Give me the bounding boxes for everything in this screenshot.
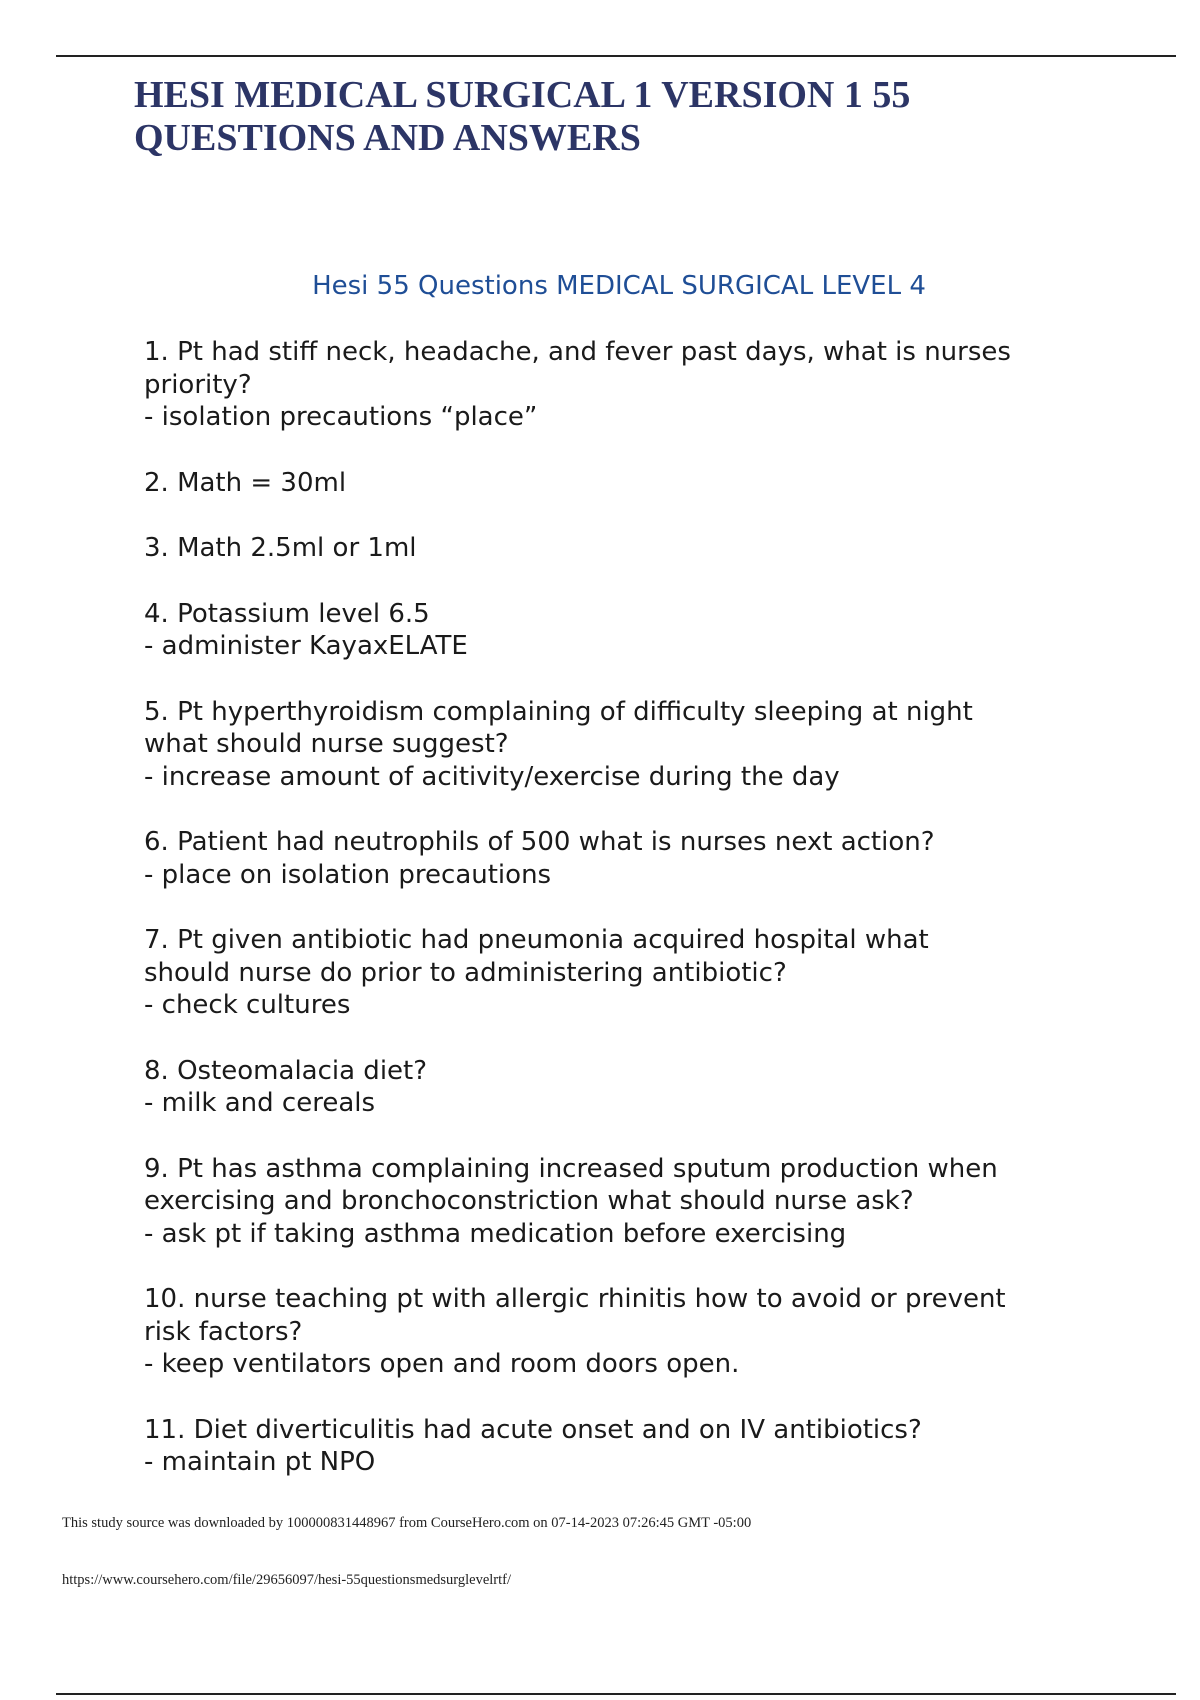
- answer-text: - milk and cereals: [144, 1088, 376, 1118]
- source-url: https://www.coursehero.com/file/29656097/hesi-55questionsmedsurglevelrtf/: [62, 1572, 512, 1588]
- question-text: [144, 467, 1104, 500]
- question-item: [144, 336, 1104, 434]
- question-line: 8. Osteomalacia diet?: [144, 1055, 428, 1086]
- question-line: should nurse do prior to administering antibiotic?: [144, 957, 787, 988]
- document-subtitle: Hesi 55 Questions MEDICAL SURGICAL LEVEL 4: [312, 271, 926, 301]
- top-divider: [56, 55, 1176, 57]
- question-item: [144, 1283, 1104, 1381]
- answer-text: - isolation precautions “place”: [144, 402, 538, 432]
- answer-text: - increase amount of acitivity/exercise during the day: [144, 761, 840, 792]
- question-item: [144, 1153, 1104, 1251]
- question-text: [144, 336, 1104, 401]
- answer-text: - place on isolation precautions: [144, 859, 552, 890]
- bottom-divider: [56, 1693, 1176, 1695]
- answer-text: - maintain pt NPO: [144, 1447, 376, 1477]
- question-line: 1. Pt had stiff neck, headache, and fever past days, what is nurses: [144, 337, 1011, 367]
- document-title-line-1: HESI MEDICAL SURGICAL 1 VERSION 1 55: [134, 74, 911, 116]
- question-text: [144, 1055, 1104, 1088]
- question-line: 6. Patient had neutrophils of 500 what is nurses next action?: [144, 827, 935, 857]
- download-source-note: This study source was downloaded by 100000831448967 from CourseHero.com on 07-14-2023 07:26:45 GMT -05:00: [62, 1515, 752, 1531]
- question-line: 9. Pt has asthma complaining increased sputum production when: [144, 1153, 998, 1184]
- question-text: [144, 1153, 1104, 1218]
- question-item: [144, 1055, 1104, 1120]
- question-text: [144, 696, 1104, 761]
- document-title-line-2: QUESTIONS AND ANSWERS: [134, 117, 641, 159]
- question-text: [144, 924, 1104, 989]
- question-text: [144, 826, 1104, 859]
- question-line: 11. Diet diverticulitis had acute onset and on IV antibiotics?: [144, 1414, 922, 1445]
- question-item: [144, 532, 1104, 565]
- question-item: [144, 467, 1104, 500]
- question-line: 3. Math 2.5ml or 1ml: [144, 533, 417, 563]
- question-item: [144, 696, 1104, 794]
- question-text: [144, 532, 1104, 565]
- question-line: 7. Pt given antibiotic had pneumonia acquired hospital what: [144, 925, 929, 955]
- question-line: risk factors?: [144, 1316, 303, 1347]
- question-line: 10. nurse teaching pt with allergic rhinitis how to avoid or prevent: [144, 1284, 1006, 1314]
- question-list: [144, 336, 1104, 1512]
- question-item: [144, 1414, 1104, 1479]
- question-item: [144, 826, 1104, 891]
- question-text: [144, 1283, 1104, 1348]
- question-text: [144, 598, 1104, 631]
- answer-text: - check cultures: [144, 990, 351, 1020]
- question-text: [144, 1414, 1104, 1447]
- question-item: [144, 598, 1104, 663]
- question-line: 5. Pt hyperthyroidism complaining of difficulty sleeping at night: [144, 696, 973, 727]
- answer-text: - administer KayaxELATE: [144, 631, 468, 661]
- question-line: exercising and bronchoconstriction what should nurse ask?: [144, 1186, 914, 1216]
- question-line: 4. Potassium level 6.5: [144, 598, 430, 629]
- answer-text: - ask pt if taking asthma medication before exercising: [144, 1218, 847, 1249]
- question-line: what should nurse suggest?: [144, 729, 509, 759]
- question-item: [144, 924, 1104, 1022]
- answer-text: - keep ventilators open and room doors open.: [144, 1349, 740, 1379]
- question-line: 2. Math = 30ml: [144, 467, 347, 498]
- question-line: priority?: [144, 369, 252, 400]
- document-title: [134, 74, 1034, 160]
